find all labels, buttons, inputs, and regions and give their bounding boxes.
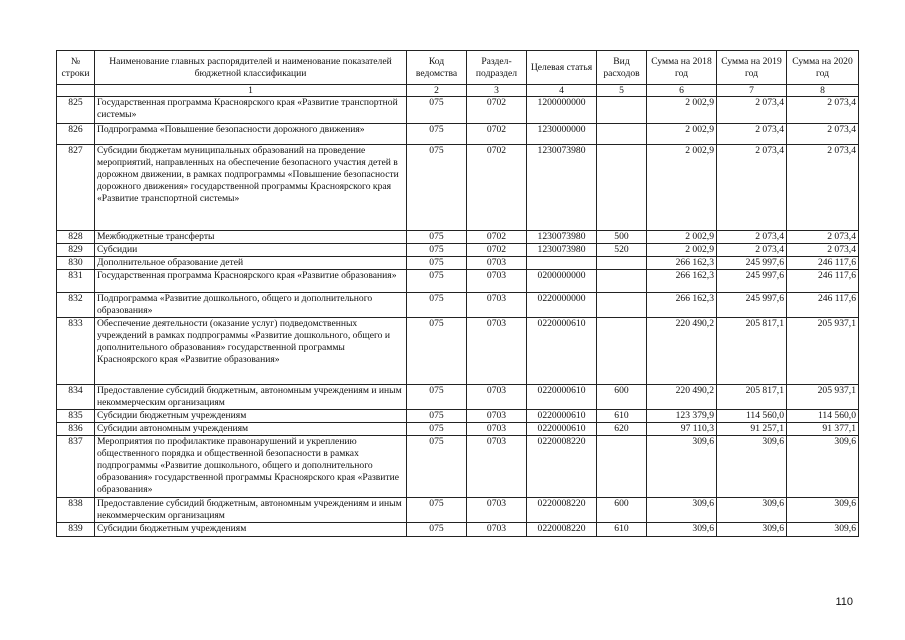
cell-s18: 2 002,9 — [647, 244, 717, 257]
cell-name: Мероприятия по профилактике правонарушений и укреплению общественного порядка и общественной безопасности в рамках подпрограммы «Развитие дошкольного, общего и дополнительного образования» государственной программы Красноярского края «Развитие образования» — [95, 436, 407, 498]
cell-s19: 2 073,4 — [717, 97, 787, 124]
cell-s19: 2 073,4 — [717, 231, 787, 244]
header-sum-2018: Сумма на 2018 год — [647, 51, 717, 85]
cell-razdel: 0703 — [467, 293, 527, 318]
cell-kod: 075 — [407, 244, 467, 257]
cell-cel — [527, 257, 597, 270]
cell-kod: 075 — [407, 523, 467, 537]
table-row — [57, 385, 859, 410]
col-index: 7 — [717, 85, 787, 97]
cell-name: Обеспечение деятельности (оказание услуг) подведомственных учреждений в рамках подпрограммы «Развитие дошкольного, общего и дополнительного образования» государственной программы Красноярского края «Развитие образования» — [95, 318, 407, 385]
cell-name: Государственная программа Красноярского края «Развитие транспортной системы» — [95, 97, 407, 124]
cell-kod: 075 — [407, 436, 467, 498]
cell-s18: 309,6 — [647, 523, 717, 537]
cell-s20: 2 073,4 — [787, 145, 859, 231]
cell-cel: 1230000000 — [527, 124, 597, 145]
cell-razdel: 0703 — [467, 318, 527, 385]
cell-razdel: 0702 — [467, 231, 527, 244]
cell-name: Подпрограмма «Развитие дошкольного, общего и дополнительного образования» — [95, 293, 407, 318]
cell-vid: 610 — [597, 523, 647, 537]
cell-s20: 91 377,1 — [787, 423, 859, 436]
cell-vid — [597, 270, 647, 293]
cell-num: 832 — [57, 293, 95, 318]
cell-cel: 0220000000 — [527, 293, 597, 318]
table-row — [57, 97, 859, 124]
col-index — [57, 85, 95, 97]
cell-s19: 205 817,1 — [717, 318, 787, 385]
cell-s20: 2 073,4 — [787, 244, 859, 257]
cell-num: 830 — [57, 257, 95, 270]
cell-name: Предоставление субсидий бюджетным, автономным учреждениям и иным некоммерческим организациям — [95, 385, 407, 410]
table-row — [57, 270, 859, 293]
cell-cel: 0220000610 — [527, 410, 597, 423]
cell-vid — [597, 257, 647, 270]
cell-num: 826 — [57, 124, 95, 145]
cell-cel: 0220008220 — [527, 498, 597, 523]
table-row — [57, 498, 859, 523]
header-razdel: Раздел-подраздел — [467, 51, 527, 85]
cell-kod: 075 — [407, 423, 467, 436]
cell-razdel: 0703 — [467, 270, 527, 293]
cell-razdel: 0703 — [467, 410, 527, 423]
cell-razdel: 0703 — [467, 436, 527, 498]
cell-cel: 0220000610 — [527, 385, 597, 410]
header-name: Наименование главных распорядителей и наименование показателей бюджетной классификации — [95, 51, 407, 85]
table-body — [57, 97, 859, 537]
cell-vid: 520 — [597, 244, 647, 257]
cell-s20: 309,6 — [787, 498, 859, 523]
table-header — [57, 51, 859, 97]
cell-cel: 1230073980 — [527, 231, 597, 244]
col-index: 3 — [467, 85, 527, 97]
cell-s20: 246 117,6 — [787, 257, 859, 270]
cell-razdel: 0702 — [467, 145, 527, 231]
cell-s18: 266 162,3 — [647, 270, 717, 293]
cell-cel: 0220000610 — [527, 423, 597, 436]
cell-kod: 075 — [407, 318, 467, 385]
cell-vid — [597, 293, 647, 318]
cell-name: Субсидии бюджетным учреждениям — [95, 410, 407, 423]
header-kod: Код ведомства — [407, 51, 467, 85]
cell-s20: 246 117,6 — [787, 270, 859, 293]
cell-s20: 205 937,1 — [787, 385, 859, 410]
cell-kod: 075 — [407, 231, 467, 244]
cell-s18: 2 002,9 — [647, 124, 717, 145]
table-row — [57, 423, 859, 436]
cell-cel: 0220008220 — [527, 523, 597, 537]
cell-s20: 2 073,4 — [787, 97, 859, 124]
cell-s20: 205 937,1 — [787, 318, 859, 385]
cell-name: Предоставление субсидий бюджетным, автономным учреждениям и иным некоммерческим организациям — [95, 498, 407, 523]
cell-s19: 309,6 — [717, 436, 787, 498]
cell-kod: 075 — [407, 293, 467, 318]
table-row — [57, 436, 859, 498]
cell-num: 827 — [57, 145, 95, 231]
cell-vid — [597, 145, 647, 231]
cell-kod: 075 — [407, 498, 467, 523]
cell-s18: 97 110,3 — [647, 423, 717, 436]
cell-s19: 2 073,4 — [717, 145, 787, 231]
cell-vid: 600 — [597, 385, 647, 410]
cell-s18: 2 002,9 — [647, 97, 717, 124]
cell-s20: 246 117,6 — [787, 293, 859, 318]
cell-name: Субсидии автономным учреждениям — [95, 423, 407, 436]
cell-name: Государственная программа Красноярского края «Развитие образования» — [95, 270, 407, 293]
cell-razdel: 0703 — [467, 423, 527, 436]
cell-vid — [597, 97, 647, 124]
cell-s20: 309,6 — [787, 523, 859, 537]
cell-vid — [597, 318, 647, 385]
cell-s18: 220 490,2 — [647, 385, 717, 410]
col-index: 5 — [597, 85, 647, 97]
table-row — [57, 124, 859, 145]
page-number: 110 — [835, 596, 853, 608]
cell-num: 831 — [57, 270, 95, 293]
cell-vid: 620 — [597, 423, 647, 436]
cell-kod: 075 — [407, 270, 467, 293]
cell-s19: 2 073,4 — [717, 244, 787, 257]
cell-razdel: 0702 — [467, 244, 527, 257]
cell-name: Дополнительное образование детей — [95, 257, 407, 270]
header-vid: Вид расходов — [597, 51, 647, 85]
cell-name: Межбюджетные трансферты — [95, 231, 407, 244]
cell-vid — [597, 124, 647, 145]
cell-vid — [597, 436, 647, 498]
col-index: 8 — [787, 85, 859, 97]
table-row — [57, 257, 859, 270]
cell-num: 836 — [57, 423, 95, 436]
cell-razdel: 0703 — [467, 498, 527, 523]
cell-kod: 075 — [407, 410, 467, 423]
cell-razdel: 0703 — [467, 523, 527, 537]
cell-kod: 075 — [407, 145, 467, 231]
cell-num: 837 — [57, 436, 95, 498]
table-row — [57, 410, 859, 423]
cell-s18: 220 490,2 — [647, 318, 717, 385]
cell-num: 834 — [57, 385, 95, 410]
table-row — [57, 318, 859, 385]
cell-s20: 2 073,4 — [787, 124, 859, 145]
cell-cel: 1230073980 — [527, 145, 597, 231]
cell-s19: 309,6 — [717, 498, 787, 523]
cell-vid: 500 — [597, 231, 647, 244]
column-index-row — [57, 85, 859, 97]
cell-s18: 2 002,9 — [647, 145, 717, 231]
cell-s19: 309,6 — [717, 523, 787, 537]
cell-razdel: 0702 — [467, 97, 527, 124]
table-row — [57, 293, 859, 318]
cell-num: 835 — [57, 410, 95, 423]
cell-razdel: 0702 — [467, 124, 527, 145]
table-row — [57, 244, 859, 257]
cell-num: 839 — [57, 523, 95, 537]
cell-kod: 075 — [407, 97, 467, 124]
cell-name: Субсидии — [95, 244, 407, 257]
cell-cel: 0200000000 — [527, 270, 597, 293]
cell-s19: 245 997,6 — [717, 270, 787, 293]
cell-num: 833 — [57, 318, 95, 385]
cell-cel: 1230073980 — [527, 244, 597, 257]
cell-s18: 2 002,9 — [647, 231, 717, 244]
cell-s19: 91 257,1 — [717, 423, 787, 436]
cell-name: Субсидии бюджетам муниципальных образований на проведение мероприятий, направленных на обеспечение безопасного участия детей в дорожном движении, в рамках подпрограммы «Повышение безопасности дорожного движения» государственной программы Красноярского края «Развитие транспортной системы» — [95, 145, 407, 231]
col-index: 6 — [647, 85, 717, 97]
cell-cel: 0220008220 — [527, 436, 597, 498]
cell-s18: 309,6 — [647, 436, 717, 498]
cell-s19: 114 560,0 — [717, 410, 787, 423]
table-row — [57, 231, 859, 244]
cell-s18: 266 162,3 — [647, 293, 717, 318]
cell-s18: 123 379,9 — [647, 410, 717, 423]
table-row — [57, 145, 859, 231]
cell-num: 829 — [57, 244, 95, 257]
cell-s19: 2 073,4 — [717, 124, 787, 145]
cell-razdel: 0703 — [467, 385, 527, 410]
table-row — [57, 523, 859, 537]
cell-cel: 0220000610 — [527, 318, 597, 385]
cell-razdel: 0703 — [467, 257, 527, 270]
cell-s20: 2 073,4 — [787, 231, 859, 244]
cell-name: Субсидии бюджетным учреждениям — [95, 523, 407, 537]
cell-vid: 600 — [597, 498, 647, 523]
cell-s18: 266 162,3 — [647, 257, 717, 270]
header-sum-2020: Сумма на 2020 год — [787, 51, 859, 85]
cell-s19: 205 817,1 — [717, 385, 787, 410]
header-sum-2019: Сумма на 2019 год — [717, 51, 787, 85]
cell-name: Подпрограмма «Повышение безопасности дорожного движения» — [95, 124, 407, 145]
cell-num: 828 — [57, 231, 95, 244]
cell-vid: 610 — [597, 410, 647, 423]
cell-cel: 1200000000 — [527, 97, 597, 124]
cell-s19: 245 997,6 — [717, 293, 787, 318]
budget-table — [56, 50, 859, 537]
cell-s18: 309,6 — [647, 498, 717, 523]
cell-s20: 309,6 — [787, 436, 859, 498]
col-index: 1 — [95, 85, 407, 97]
col-index: 2 — [407, 85, 467, 97]
cell-kod: 075 — [407, 385, 467, 410]
cell-s20: 114 560,0 — [787, 410, 859, 423]
cell-kod: 075 — [407, 124, 467, 145]
col-index: 4 — [527, 85, 597, 97]
header-celevaya: Целевая статья — [527, 51, 597, 85]
cell-s19: 245 997,6 — [717, 257, 787, 270]
cell-kod: 075 — [407, 257, 467, 270]
cell-num: 838 — [57, 498, 95, 523]
header-num: № строки — [57, 51, 95, 85]
cell-num: 825 — [57, 97, 95, 124]
